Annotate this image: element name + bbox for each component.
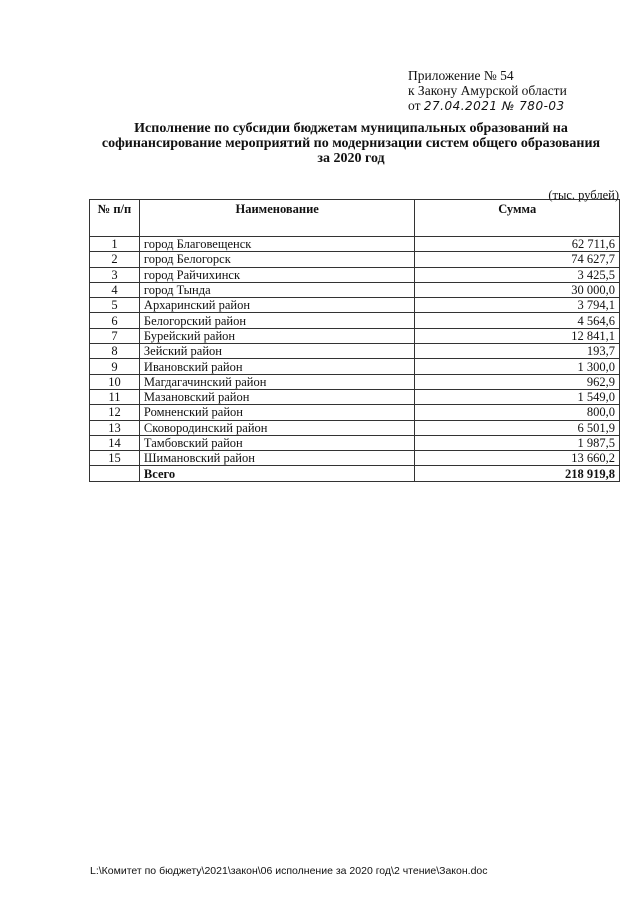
row-name: Сковородинский район [139, 420, 415, 435]
row-name: Ромненский район [139, 405, 415, 420]
handwritten-date: 27.04.2021 № 780-03 [423, 99, 565, 113]
row-sum: 3 794,1 [415, 298, 620, 313]
row-sum: 30 000,0 [415, 282, 620, 297]
table-row [90, 328, 620, 343]
table-row [90, 359, 620, 374]
appendix-header [408, 68, 567, 114]
units-label: (тыс. рублей) [548, 188, 619, 202]
row-number: 5 [90, 298, 140, 313]
column-header-name: Наименование [139, 200, 415, 237]
row-number: 6 [90, 313, 140, 328]
column-header-number: № п/п [90, 200, 140, 237]
row-number: 11 [90, 389, 140, 404]
row-sum: 1 987,5 [415, 435, 620, 450]
row-number: 7 [90, 328, 140, 343]
row-sum: 62 711,6 [415, 237, 620, 252]
row-sum: 1 549,0 [415, 389, 620, 404]
law-date-line [408, 98, 567, 114]
file-path-footer: L:\Комитет по бюджету\2021\закон\06 исполнение за 2020 год\2 чтение\Закон.doc [90, 865, 488, 877]
row-number: 10 [90, 374, 140, 389]
row-name: Бурейский район [139, 328, 415, 343]
table-row [90, 405, 620, 420]
table-row [90, 282, 620, 297]
total-sum: 218 919,8 [415, 466, 620, 481]
table-row [90, 252, 620, 267]
row-sum: 4 564,6 [415, 313, 620, 328]
row-sum: 962,9 [415, 374, 620, 389]
row-name: город Тында [139, 282, 415, 297]
total-number [90, 466, 140, 481]
table-row [90, 389, 620, 404]
table-row [90, 451, 620, 466]
row-sum: 74 627,7 [415, 252, 620, 267]
total-label: Всего [139, 466, 415, 481]
column-header-sum: Сумма [415, 200, 620, 237]
row-number: 15 [90, 451, 140, 466]
row-number: 4 [90, 282, 140, 297]
table-row [90, 237, 620, 252]
law-reference: к Закону Амурской области [408, 83, 567, 98]
row-number: 2 [90, 252, 140, 267]
row-number: 12 [90, 405, 140, 420]
row-name: Зейский район [139, 344, 415, 359]
table-row [90, 298, 620, 313]
table-body [90, 237, 620, 482]
row-number: 9 [90, 359, 140, 374]
table-row [90, 435, 620, 450]
row-number: 14 [90, 435, 140, 450]
row-sum: 6 501,9 [415, 420, 620, 435]
date-prefix: от [408, 98, 421, 113]
row-name: Тамбовский район [139, 435, 415, 450]
row-name: Белогорский район [139, 313, 415, 328]
document-title: Исполнение по субсидии бюджетам муниципальных образований на софинансирование мероприятий по модернизации систем общего образования за 2020 год [101, 121, 601, 166]
row-sum: 13 660,2 [415, 451, 620, 466]
row-number: 1 [90, 237, 140, 252]
row-number: 13 [90, 420, 140, 435]
table-row [90, 267, 620, 282]
row-name: Шимановский район [139, 451, 415, 466]
row-sum: 3 425,5 [415, 267, 620, 282]
table-row [90, 344, 620, 359]
row-sum: 12 841,1 [415, 328, 620, 343]
row-name: город Благовещенск [139, 237, 415, 252]
row-sum: 800,0 [415, 405, 620, 420]
row-sum: 193,7 [415, 344, 620, 359]
appendix-number: Приложение № 54 [408, 68, 514, 83]
table-header-row [90, 200, 620, 237]
row-number: 3 [90, 267, 140, 282]
row-number: 8 [90, 344, 140, 359]
row-name: Магдагачинский район [139, 374, 415, 389]
row-name: Ивановский район [139, 359, 415, 374]
row-name: город Райчихинск [139, 267, 415, 282]
row-name: Архаринский район [139, 298, 415, 313]
row-sum: 1 300,0 [415, 359, 620, 374]
table-row [90, 420, 620, 435]
row-name: город Белогорск [139, 252, 415, 267]
table-row [90, 313, 620, 328]
table-row [90, 374, 620, 389]
row-name: Мазановский район [139, 389, 415, 404]
total-row [90, 466, 620, 481]
subsidy-table [89, 199, 620, 482]
